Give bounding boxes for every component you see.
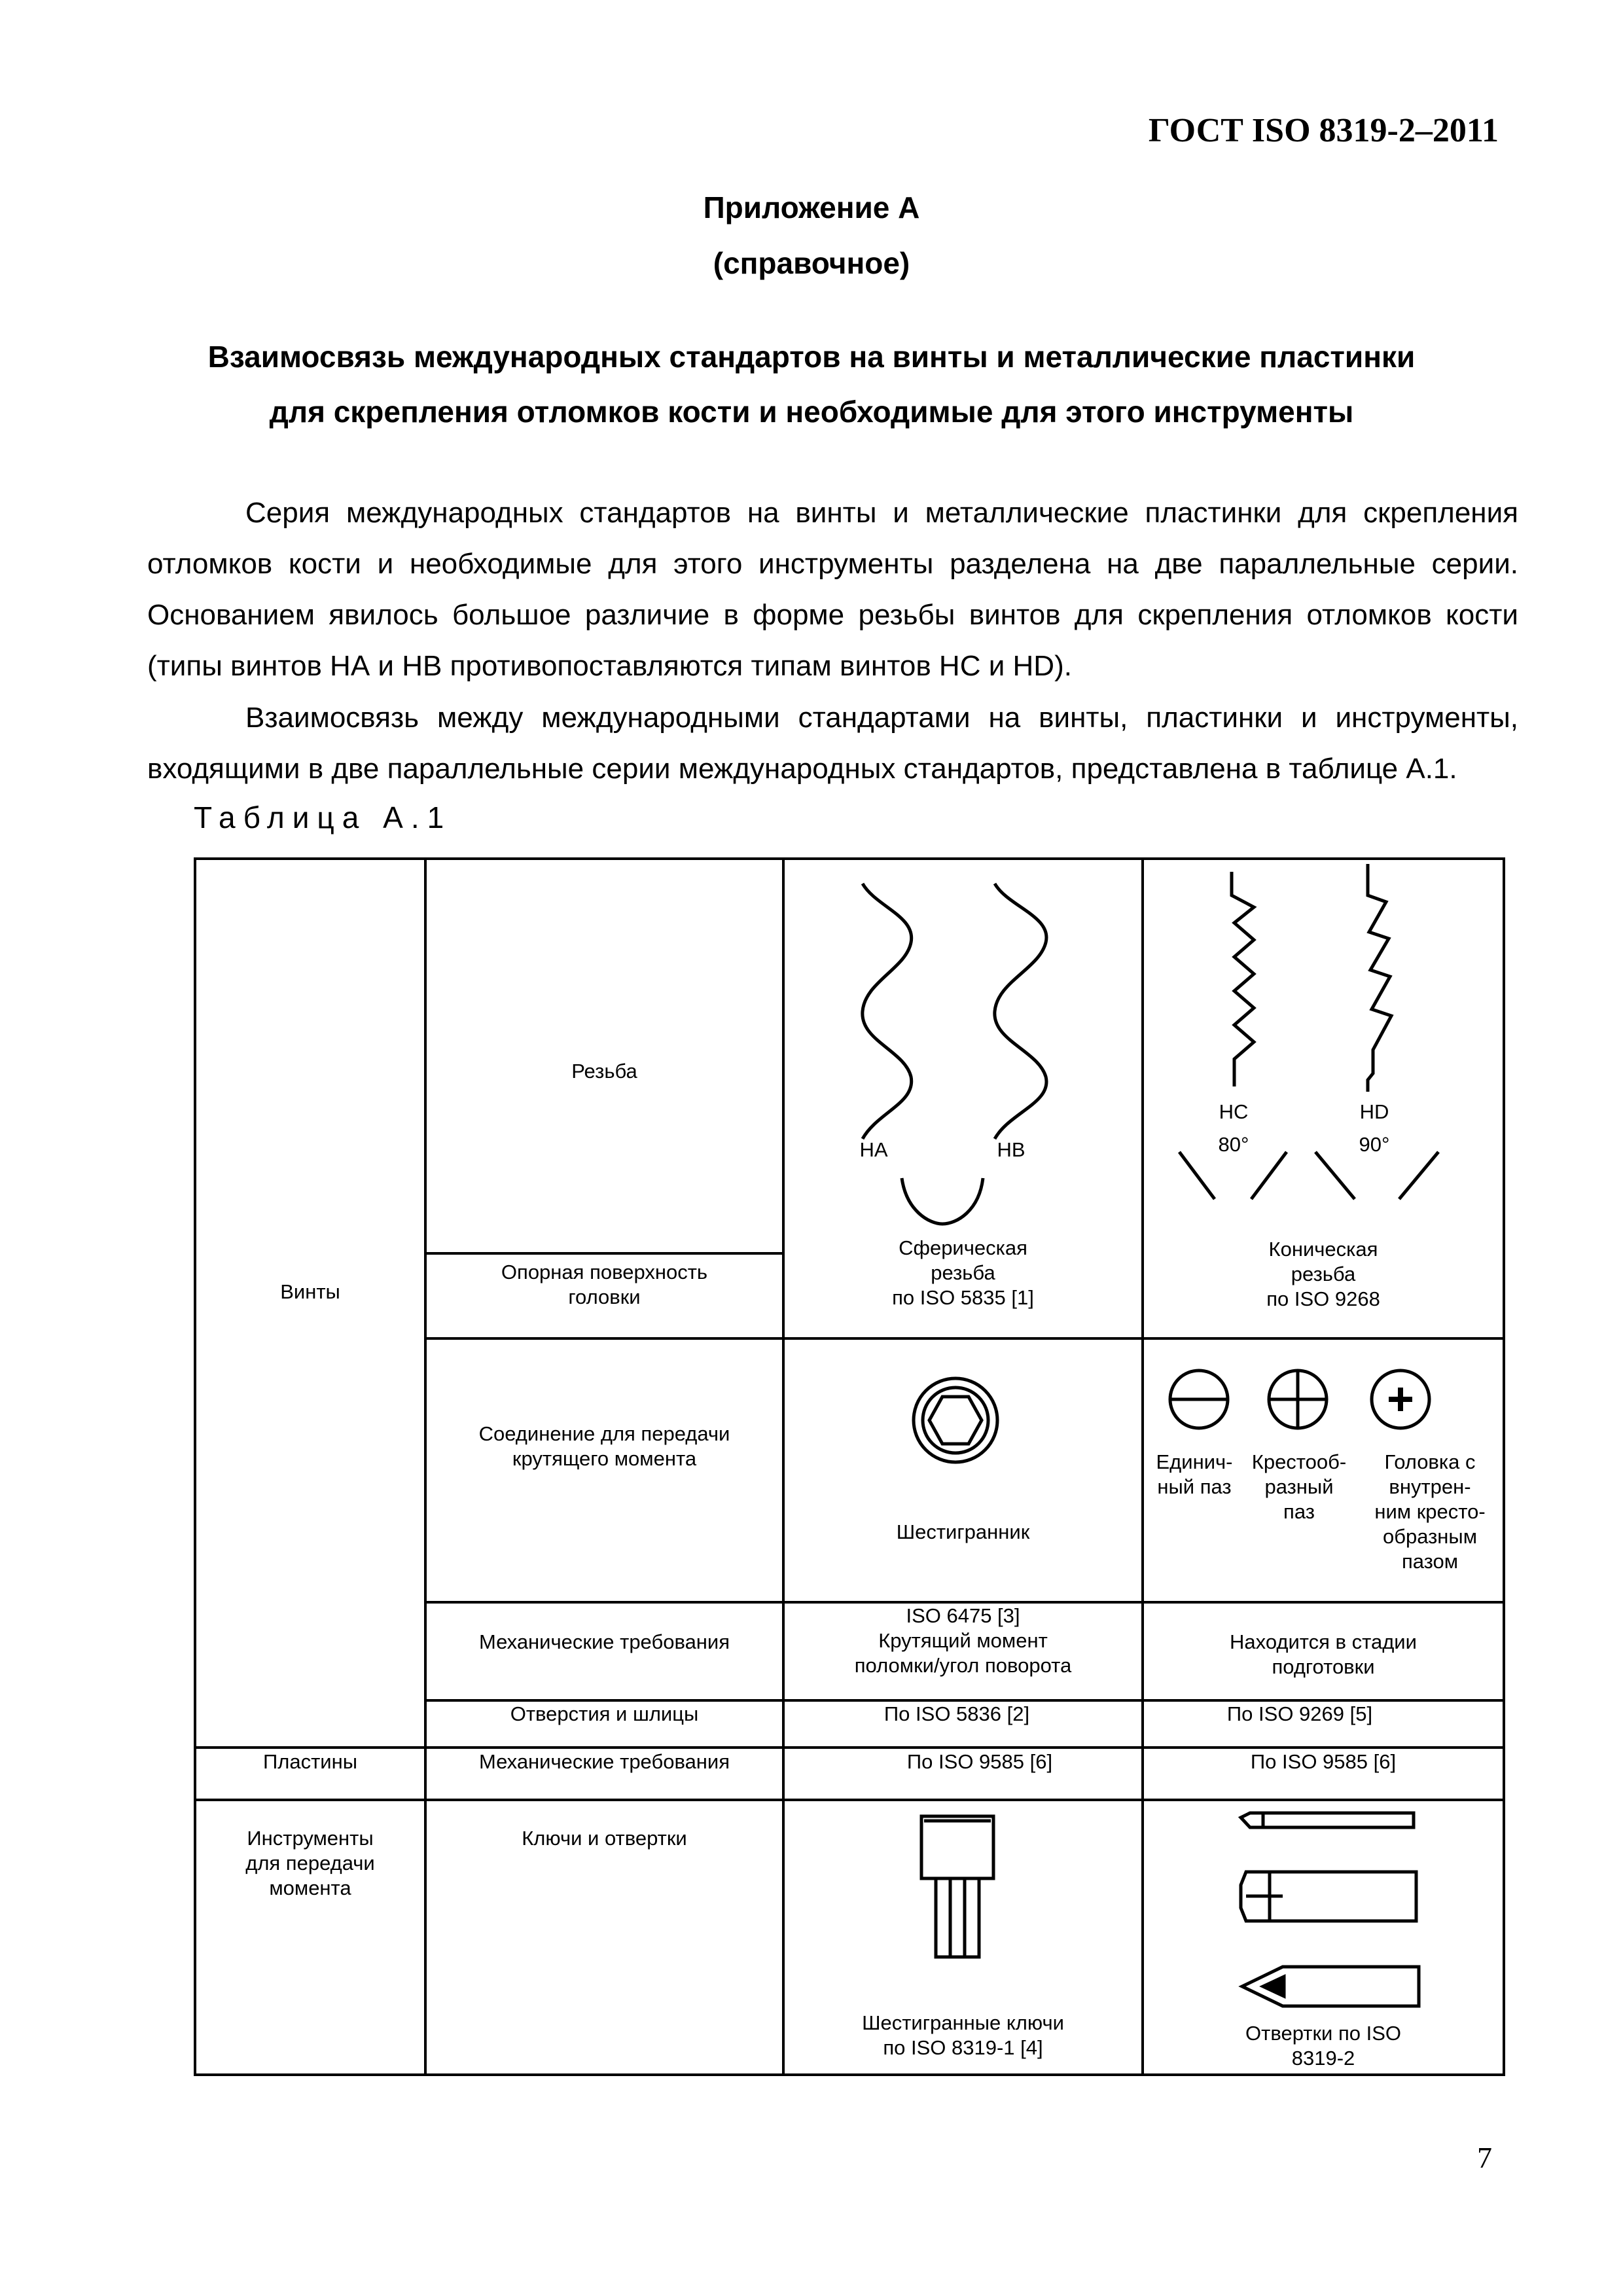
section-title-line-1: Взаимосвязь международных стандартов на винты и металлические пластинки (207, 340, 1416, 374)
mech-a-line-2: Крутящий момент (878, 1629, 1048, 1652)
group-plates: Пластины (262, 1750, 358, 1773)
cross-recess-line-2: внутрен- (1389, 1475, 1471, 1498)
paragraph-2-first-line: Взаимосвязь между международными стандартами на винты, пластинки и инструменты, (245, 702, 1518, 734)
thread-hc-profile (1232, 872, 1254, 1086)
group-screws: Винты (280, 1280, 340, 1303)
cross-recess-line-3: ним кресто- (1374, 1500, 1486, 1523)
hex-keys-line-1: Шестигранные ключи (862, 2011, 1064, 2034)
row-bearing-surface (425, 1260, 783, 1310)
cross-slot-line-1: Крестооб- (1251, 1450, 1347, 1473)
group-tools-line-2: для передачи (245, 1852, 375, 1874)
row-bearing-line-2: головки (568, 1285, 641, 1308)
row-mechanical-requirements: Механические требования (478, 1630, 730, 1653)
cross-recess-line-5: пазом (1401, 1550, 1459, 1573)
mech-requirements-b (1143, 1630, 1504, 1679)
slot-icons (1170, 1371, 1429, 1428)
hex-key-head (921, 1816, 993, 1878)
cross-slot-label (1243, 1450, 1355, 1524)
label-hc: HC (1219, 1100, 1249, 1123)
screwdriver-bits-icon (1241, 1813, 1419, 2006)
spherical-seat-icon (902, 1178, 983, 1224)
group-tools (195, 1826, 425, 1901)
mech-b-line-1: Находится в стадии (1230, 1630, 1417, 1653)
angle-hd-label: 90° (1359, 1133, 1390, 1156)
label-ha: HA (859, 1138, 888, 1161)
mech-b-line-2: подготовки (1272, 1655, 1375, 1678)
holes-a: По ISO 5836 [2] (883, 1702, 1030, 1725)
paragraph-1-first-line: Серия международных стандартов на винты и металлические пластинки для скрепления (245, 497, 1518, 529)
hexagon-shape (929, 1397, 982, 1444)
document-id: ГОСТ ISO 8319-2–2011 (1148, 112, 1499, 149)
conical-line-1: Коническая (1268, 1238, 1378, 1261)
cross-slot-line-3: паз (1283, 1500, 1315, 1523)
cross-recess-label (1361, 1450, 1499, 1574)
row-bearing-line-1: Опорная поверхность (501, 1261, 708, 1283)
conical-thread-label (1143, 1237, 1504, 1312)
holes-b: По ISO 9269 [5] (1226, 1702, 1373, 1725)
single-slot-line-1: Единич- (1156, 1450, 1233, 1473)
group-tools-line-3: момента (269, 1876, 351, 1899)
single-slot-line-2: ный паз (1157, 1475, 1232, 1498)
mech-a-line-1: ISO 6475 [3] (906, 1604, 1020, 1627)
spherical-line-1: Сферическая (899, 1236, 1027, 1259)
plates-a: По ISO 9585 [6] (906, 1750, 1053, 1773)
paragraph-1-rest: отломков кости и необходимые для этого инструменты разделена на две параллельные серии. Основанием явилось большое различие в форме резьбы винтов для скрепления отломков кости (типы винтов НА и НВ противопоставляются типам винтов НС и HD). (147, 548, 1518, 682)
page-number: 7 (1477, 2141, 1492, 2174)
angle-hd-right (1399, 1152, 1438, 1199)
appendix-type: (справочное) (713, 246, 910, 280)
cross-recess-line-1: Головка с (1384, 1450, 1476, 1473)
label-hb: HB (997, 1138, 1026, 1161)
mech-a-line-3: поломки/угол поворота (854, 1654, 1072, 1677)
plates-b: По ISO 9585 [6] (1250, 1750, 1397, 1773)
hex-key-shaft (936, 1878, 979, 1957)
hex-keys-label (783, 2011, 1143, 2060)
thread-hb-curve (995, 884, 1046, 1139)
appendix-heading: Приложение А (703, 190, 920, 224)
group-tools-line-1: Инструменты (247, 1827, 374, 1850)
spherical-line-2: резьба (931, 1261, 995, 1284)
label-hd: HD (1359, 1100, 1389, 1123)
row-torque-line-1: Соединение для передачи (478, 1422, 730, 1445)
paragraph-2-rest: входящими в две параллельные серии международных стандартов, представлена в таблице А.1. (147, 753, 1457, 785)
single-slot-label (1145, 1450, 1243, 1499)
cross-slot-line-2: разный (1264, 1475, 1334, 1498)
angle-hd-left (1315, 1152, 1355, 1199)
hexagon-socket-icon (914, 1378, 997, 1462)
angle-hc-left (1179, 1152, 1215, 1199)
screwdriver-recess-bit-tip (1263, 1977, 1284, 1996)
thread-profile-ha-hb (863, 884, 1046, 1224)
conical-line-2: резьба (1291, 1263, 1356, 1285)
row-torque-connection (425, 1422, 783, 1471)
screwdriver-flat-bit (1241, 1813, 1414, 1827)
screwdrivers-line-1: Отвертки по ISO (1245, 2022, 1401, 2045)
thread-ha-curve (863, 884, 912, 1139)
angle-hc-right (1251, 1152, 1287, 1199)
screwdrivers-label (1143, 2021, 1504, 2071)
conical-line-3: по ISO 9268 (1266, 1287, 1380, 1310)
hexagon-socket-outer-circle (914, 1378, 997, 1462)
cross-recess-line-4: образным (1382, 1525, 1478, 1548)
spherical-line-3: по ISO 5835 [1] (892, 1286, 1034, 1309)
mech-requirements-a (783, 1604, 1143, 1678)
thread-hd-profile (1368, 864, 1391, 1092)
row-holes-slots: Отверстия и шлицы (510, 1702, 699, 1725)
row-plates-mechanical: Механические требования (478, 1750, 730, 1773)
hex-keys-line-2: по ISO 8319-1 [4] (883, 2036, 1043, 2059)
section-title-line-2: для скрепления отломков кости и необходимые для этого инструменты (269, 395, 1354, 429)
spherical-thread-label (783, 1236, 1143, 1310)
table-caption: Таблица А.1 (194, 800, 452, 834)
hexagon-label: Шестигранник (896, 1520, 1030, 1543)
screwdrivers-line-2: 8319-2 (1291, 2047, 1355, 2070)
row-thread: Резьба (571, 1060, 637, 1083)
angle-hc-label: 80° (1218, 1133, 1249, 1156)
row-torque-line-2: крутящего момента (512, 1447, 697, 1470)
row-keys-drivers: Ключи и отвертки (522, 1827, 687, 1850)
hex-key-icon (921, 1816, 993, 1957)
